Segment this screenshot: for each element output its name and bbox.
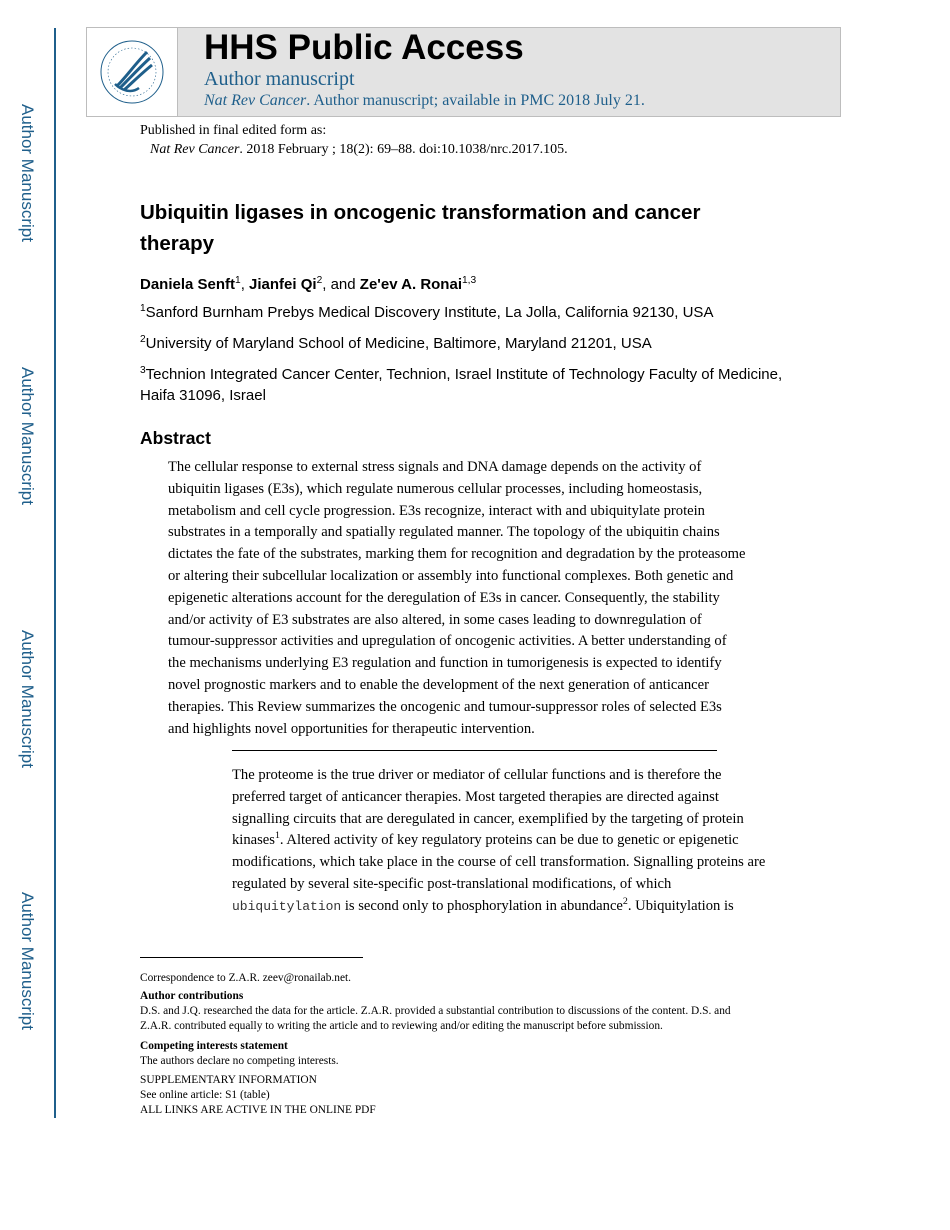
abstract-line: ubiquitin ligases (E3s), which regulate numerous cellular processes, including homeostasis, xyxy=(168,480,703,497)
footnote-text: ALL LINKS ARE ACTIVE IN THE ONLINE PDF xyxy=(140,1104,376,1116)
abstract-heading: Abstract xyxy=(140,428,211,448)
affiliation: $^1$Sanford Burnham Prebys Medical Discovery Institute, La Jolla, California 92130, USA xyxy=(140,303,714,321)
abstract-line: The cellular response to external stress signals and DNA damage depends on the activity of xyxy=(168,459,702,475)
abstract-line: substrates in a temporally and spatially regulated manner. The topology of the ubiquitin chains xyxy=(168,524,720,541)
abstract-line: novel prognostic markers and to enable the development of the next generation of anticancer xyxy=(168,676,709,693)
footnote-heading: Competing interests statement xyxy=(140,1040,288,1052)
published-label: Published in final edited form as: xyxy=(140,123,327,138)
header-title: HHS Public Access xyxy=(204,28,524,67)
footnote-rule xyxy=(140,957,363,958)
margin-rule xyxy=(54,28,56,1118)
correspondence: Correspondence to Z.A.R. zeev@ronailab.net. xyxy=(140,972,352,984)
affiliation: $^3$Technion Integrated Cancer Center, Technion, Israel Institute of Technology Faculty of Medicine, Haifa 31096, Israel xyxy=(140,365,783,404)
footnote-text: D.S. and J.Q. researched the data for the article. Z.A.R. provided a substantial contribution to discussions of the content. D.S. and xyxy=(140,1005,731,1017)
citation: Nat Rev Cancer. 2018 February ; 18(2): 69–88. doi:10.1038/nrc.2017.105. xyxy=(150,142,568,157)
glossary-term: ubiquitylation xyxy=(232,898,342,914)
intro-line: preferred target of anticancer therapies. Most targeted therapies are directed against xyxy=(232,788,719,805)
author-name: Daniela Senft xyxy=(140,276,236,293)
abstract-line: or altering their subcellular localization or assembly into functional complexes. Both genetic and xyxy=(168,567,734,584)
author-list: Daniela Senft$^1$, Jianfei Qi$^2$, and Ze'ev A. Ronai$^{1,3}$ xyxy=(140,275,477,293)
divider xyxy=(232,750,717,751)
abstract-line: and/or activity of E3 substrates are also altered, in some cases leading to downregulation of xyxy=(168,611,702,628)
footnote-text: SUPPLEMENTARY INFORMATION xyxy=(140,1074,317,1086)
abstract-line: tumour-suppressor activities and upregulation of oncogenic activities. A better understanding of xyxy=(168,633,727,650)
footnote-text: See online article: S1 (table) xyxy=(140,1089,270,1101)
abstract-line: dictates the fate of the substrates, marking them for recognition and degradation by the proteasome xyxy=(168,546,746,563)
header-availability: Nat Rev Cancer. Author manuscript; available in PMC 2018 July 21. xyxy=(204,92,645,109)
footnote-heading: Author contributions xyxy=(140,990,244,1002)
abstract-text xyxy=(168,457,796,740)
intro-line: signalling circuits that are deregulated in cancer, exemplified by the targeting of protein xyxy=(232,810,744,827)
abstract-line: the mechanisms underlying E3 regulation and function in tumorigenesis is expected to identify xyxy=(168,655,722,672)
article-title: Ubiquitin ligases in oncogenic transformation and cancer therapy xyxy=(140,201,701,255)
intro-text: The proteome is the true driver or mediator of cellular functions and is therefore the preferred target of anticancer therapies. Most targeted therapies are directed against signalling circuits that are deregulated in cancer, exemplified by the targeting of protein kinases$^1$. Altered activity of key regulatory proteins can be due to genetic or epigenetic modifications, which take place in the course of cell transformation. Signalling proteins are regulated by several site-specific post-translational modifications, of which ubiquitylation is second only to phosphorylation in abundance$^2$. Ubiquitylation is xyxy=(232,765,812,918)
abstract-line: epigenetic alterations account for the deregulation of E3s in cancer. Consequently, the stability xyxy=(168,589,720,606)
abstract-line: metabolism and cell cycle progression. E3s recognize, interact with and ubiquitylate protein xyxy=(168,502,705,519)
abstract-line: and highlights novel opportunities for therapeutic intervention. xyxy=(168,720,535,737)
hhs-eagle-seal-icon xyxy=(87,28,178,116)
footnote-text: The authors declare no competing interests. xyxy=(140,1055,339,1067)
author-name: Jianfei Qi xyxy=(249,276,317,293)
header-subtitle: Author manuscript xyxy=(204,68,355,90)
abstract-line: therapies. This Review summarizes the oncogenic and tumour-suppressor roles of selected E3s xyxy=(168,698,722,715)
affiliation: $^2$University of Maryland School of Medicine, Baltimore, Maryland 21201, USA xyxy=(140,334,652,352)
author-name: Ze'ev A. Ronai xyxy=(359,276,462,293)
intro-line: The proteome is the true driver or mediator of cellular functions and is therefore the xyxy=(232,767,722,783)
footnote-text: Z.A.R. contributed equally to writing the article and to reviewing and/or editing the manuscript before submission. xyxy=(140,1020,663,1032)
